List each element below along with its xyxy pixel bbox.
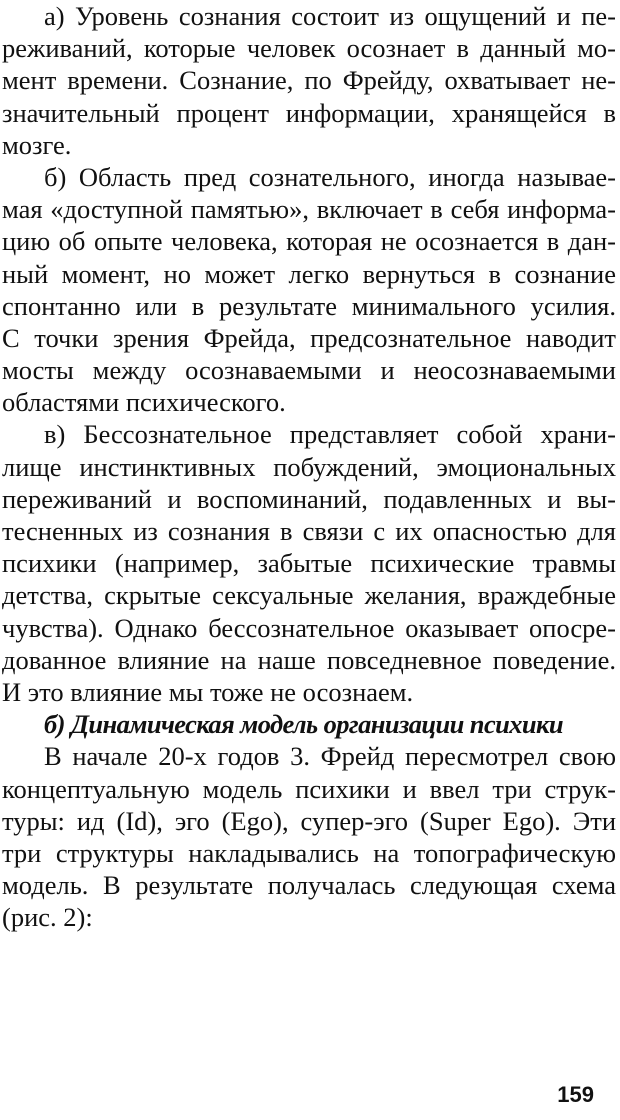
text-line: в) Бессознательное представляет собой храни- bbox=[44, 419, 616, 450]
text-line: реживаний, которые человек осознает в данный мо- bbox=[2, 33, 616, 64]
text-line: концептуальную модель психики и ввел три струк- bbox=[2, 773, 616, 804]
text-line: а) Уровень сознания состоит из ощущений и пе- bbox=[44, 1, 616, 31]
text-line: ный момент, но может легко вернуться в сознание bbox=[2, 258, 616, 289]
paragraph-c bbox=[2, 418, 616, 708]
text-line: областями психического. bbox=[2, 387, 286, 418]
text-line: (рис. 2): bbox=[2, 902, 93, 933]
text-line: туры: ид (Id), эго (Ego), супер-эго (Super Ego). Эти bbox=[2, 805, 616, 836]
text-line: цию об опыте человека, которая не осознается в дан- bbox=[2, 226, 616, 257]
text-line: б) Область пред сознательного, иногда называе- bbox=[44, 161, 616, 192]
text-line: мент времени. Сознание, по Фрейду, охватывает не- bbox=[2, 65, 616, 96]
text-line: модель. В результате получалась следующая схема bbox=[2, 870, 616, 901]
text-line: И это влияние мы тоже не осознаем. bbox=[2, 676, 414, 707]
final-paragraph bbox=[2, 740, 616, 933]
text-line: тесненных из сознания в связи с их опасностью для bbox=[2, 516, 616, 546]
page-number: 159 bbox=[557, 1082, 594, 1107]
text-line: спонтанно или в результате минимального усилия. bbox=[2, 290, 616, 321]
text-line: мая «доступной памятью», включает в себя информа- bbox=[2, 194, 616, 225]
text-line: лище инстинктивных побуждений, эмоциональных bbox=[2, 451, 616, 482]
text-line: чувства). Однако бессознательное оказывает опосре- bbox=[2, 612, 616, 643]
page-text bbox=[2, 0, 616, 933]
paragraph-a bbox=[2, 0, 616, 161]
text-line: психики (например, забытые психические травмы bbox=[2, 548, 616, 579]
text-line: переживаний и воспоминаний, подавленных и вы- bbox=[2, 483, 616, 514]
section-heading: б) Динамическая модель организации психики bbox=[44, 709, 563, 740]
text-line: детства, скрытые сексуальные желания, враждебные bbox=[2, 580, 616, 611]
paragraph-b bbox=[2, 161, 616, 419]
text-line: мосты между осознаваемыми и неосознаваемыми bbox=[2, 355, 616, 386]
text-line: три структуры накладывались на топографическую bbox=[2, 837, 616, 868]
text-line: В начале 20-х годов 3. Фрейд пересмотрел свою bbox=[44, 741, 616, 772]
text-line: значительный процент информации, хранящейся в bbox=[2, 97, 616, 128]
text-line: мозге. bbox=[2, 129, 72, 160]
text-line: С точки зрения Фрейда, предсознательное наводит bbox=[2, 322, 616, 353]
text-line: дованное влияние на наше повседневное поведение. bbox=[2, 644, 616, 675]
